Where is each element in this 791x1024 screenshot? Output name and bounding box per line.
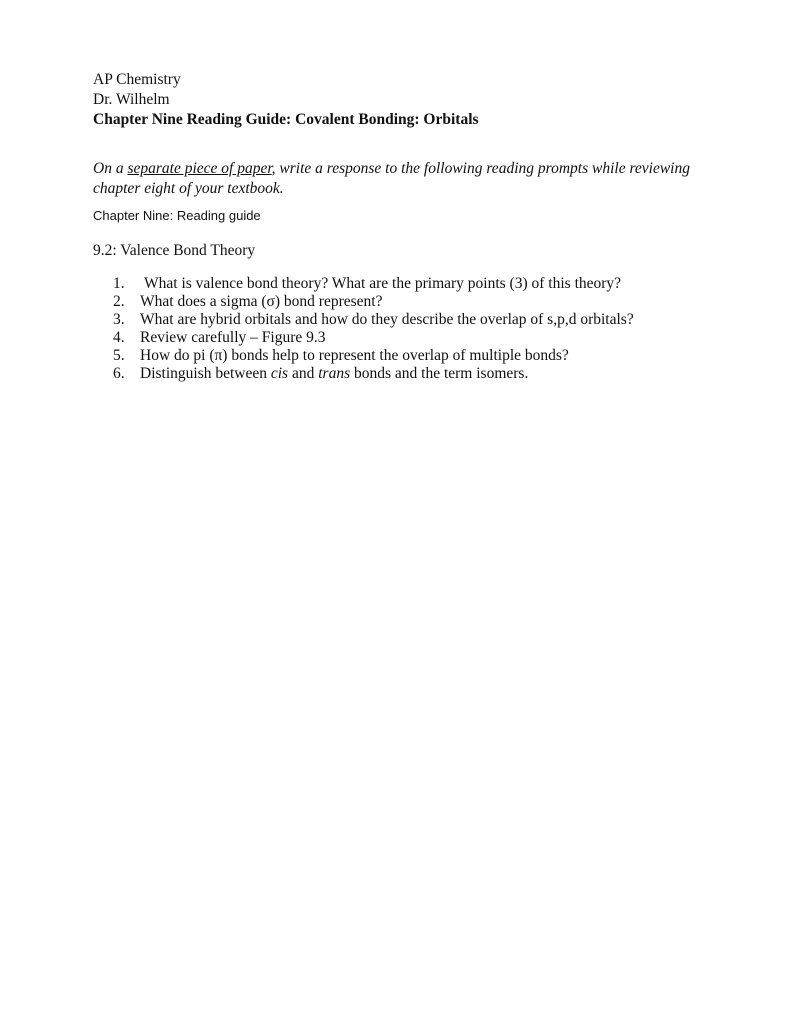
list-item <box>113 311 634 329</box>
item-text-trans: trans <box>318 365 351 382</box>
item-number: 6. <box>113 365 125 382</box>
document-title: Chapter Nine Reading Guide: Covalent Bonding: Orbitals <box>93 111 479 128</box>
item-number: 2. <box>113 293 125 310</box>
item-text-a: Distinguish between <box>140 365 271 382</box>
item-text-cis: cis <box>270 365 289 382</box>
instructions-lead: On a <box>93 160 128 177</box>
instructions-paragraph <box>93 159 733 199</box>
item-text: How do pi (π) bonds help to represent the overlap of multiple bonds? <box>140 347 569 364</box>
item-text-b: and <box>288 365 319 382</box>
list-item <box>113 329 634 347</box>
section-heading: 9.2: Valence Bond Theory <box>93 242 256 259</box>
instructions-underlined: separate piece of paper <box>127 160 272 177</box>
list-item <box>113 347 634 365</box>
item-text-c: bonds and the term isomers. <box>350 365 529 382</box>
instructions-rest: , write a response to the following reading prompts while reviewing chapter eight of your textbook. <box>93 160 690 197</box>
item-text: What are hybrid orbitals and how do they describe the overlap of s,p,d orbitals? <box>140 311 634 328</box>
item-text: What is valence bond theory? What are the primary points (3) of this theory? <box>144 275 622 292</box>
item-text: Review carefully – Figure 9.3 <box>140 329 326 346</box>
item-number: 3. <box>113 311 125 328</box>
teacher-name: Dr. Wilhelm <box>93 91 170 108</box>
item-number: 5. <box>113 347 125 364</box>
item-text: What does a sigma (σ) bond represent? <box>140 293 383 310</box>
item-number: 4. <box>113 329 125 346</box>
item-number: 1. <box>113 275 125 292</box>
course-name: AP Chemistry <box>93 71 181 88</box>
prompt-list <box>113 275 634 383</box>
list-item <box>113 275 634 293</box>
reading-guide-subheading: Chapter Nine: Reading guide <box>93 208 261 223</box>
list-item <box>113 365 634 383</box>
list-item <box>113 293 634 311</box>
